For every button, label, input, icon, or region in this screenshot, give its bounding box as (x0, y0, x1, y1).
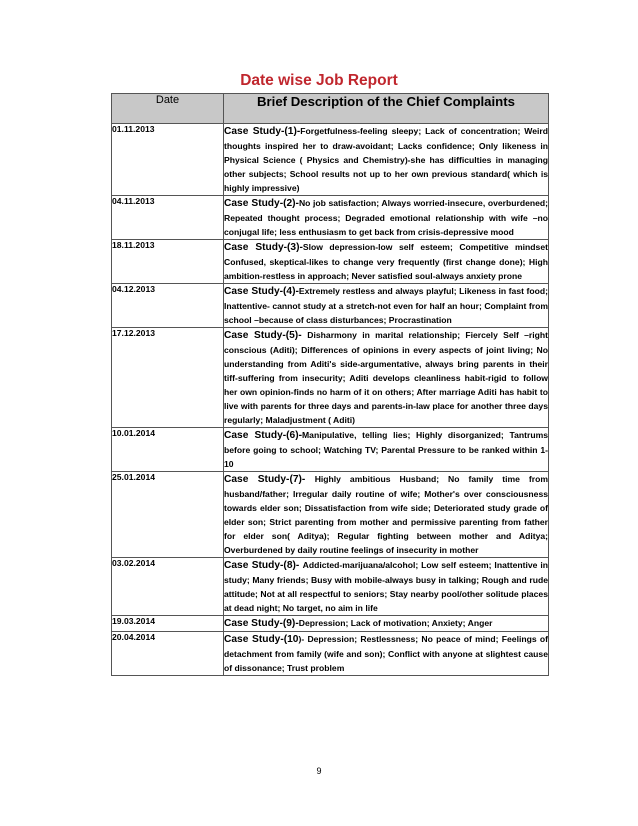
row-description (224, 632, 549, 676)
row-date: 25.01.2014 (112, 472, 224, 558)
complaint-text: Disharmony in marital relationship; Fiercely Self –right conscious (Aditi); Differences of opinions in every aspects of joint living; No understanding from Aditi's side-argumentative, always bring parents in their tiff-suffering from insecurity; Aditi develops cleanliness habit-rigid to follow her own opinion-finds no harm of it on others; After marriage Aditi has habit to live with parents for three days and parents-in-law place for another three days regularly; Maladjustment ( Aditi) (224, 330, 548, 425)
complaint-text: Highly ambitious Husband; No family time from husband/father; Irregular daily routine of wife; Mother's over consciousness towards elder son; Dissatisfaction from wife side; Deteriorated study grade of elder son; Strict parenting from mother and permissive parenting from father for elder son( Aditya); Regular fighting between mother and Aditya; Overburdened by daily routine feelings of insecurity in mother (224, 474, 548, 555)
row-description (224, 196, 549, 240)
job-report-table (111, 93, 549, 676)
complaint-text: )- Depression; Restlessness; No peace of mind; Feelings of detachment from family (wife and son); Conflict with anyone at slightest cause of dissonance; Trust problem (224, 634, 548, 673)
case-study-label: Case Study-(4)- (224, 286, 299, 297)
table-row (112, 328, 549, 428)
row-date: 20.04.2014 (112, 632, 224, 676)
table-row (112, 558, 549, 616)
case-study-label: Case Study-(8)- (224, 560, 303, 571)
complaint-text: Depression; Lack of motivation; Anxiety; Anger (298, 618, 493, 628)
table-row (112, 428, 549, 472)
row-description (224, 284, 549, 328)
row-date: 04.12.2013 (112, 284, 224, 328)
case-study-label: Case Study-(7)- (224, 474, 315, 485)
row-date: 19.03.2014 (112, 616, 224, 632)
case-study-label: Case Study-(9)- (224, 618, 299, 629)
table-header-row (112, 94, 549, 124)
case-study-label: Case Study-(3)- (224, 242, 303, 253)
complaint-text: Forgetfulness-feeling sleepy; Lack of concentration; Weird thoughts inspired her to draw-avoidant; Lacks confidence; Only likeness in Physical Science ( Physics and Chemistry)-she has difficulties in managing other subjects; School results not up to her own previous standard( which is highly impressive) (224, 126, 548, 193)
row-date: 17.12.2013 (112, 328, 224, 428)
row-description (224, 124, 549, 196)
row-description (224, 558, 549, 616)
description-column-header: Brief Description of the Chief Complaints (224, 94, 549, 124)
row-description (224, 472, 549, 558)
table-row (112, 632, 549, 676)
row-date: 18.11.2013 (112, 240, 224, 284)
row-date: 03.02.2014 (112, 558, 224, 616)
row-date: 01.11.2013 (112, 124, 224, 196)
table-row (112, 196, 549, 240)
date-column-header: Date (112, 94, 224, 124)
complaint-text: Manipulative, telling lies; Highly disorganized; Tantrums before going to school; Watching TV; Parental Pressure to be ranked within 1-10 (224, 430, 548, 469)
case-study-label: Case Study-(10 (224, 634, 299, 645)
case-study-label: Case Study-(1)- (224, 126, 301, 137)
table-row (112, 616, 549, 632)
row-description (224, 428, 549, 472)
case-study-label: Case Study-(6)- (224, 430, 303, 441)
row-date: 10.01.2014 (112, 428, 224, 472)
complaint-text: Slow depression-low self esteem; Competitive mindset Confused, skeptical-likes to change very frequently (first change done); High ambition-restless in approach; Never satisfied soul-always anxiety prone (224, 242, 548, 281)
complaint-text: Addicted-marijuana/alcohol; Low self esteem; Inattentive in study; Many friends; Busy with mobile-always busy in talking; Rough and rude attitude; Not at all respectful to seniors; Stay nearby pool/other solitude places at dead night; No target, no aim in life (224, 560, 548, 613)
row-date: 04.11.2013 (112, 196, 224, 240)
table-body (112, 124, 549, 676)
page-number: 9 (316, 766, 322, 776)
complaint-text: No job satisfaction; Always worried-insecure, overburdened; Repeated thought process; Degraded emotional relationship with wife –no conjugal life; less enthusiasm to get back from crisis-depressive mood (224, 198, 548, 237)
case-study-label: Case Study-(5)- (224, 330, 308, 341)
table-row (112, 472, 549, 558)
table-row (112, 284, 549, 328)
row-description (224, 616, 549, 632)
row-description (224, 328, 549, 428)
table-row (112, 124, 549, 196)
table-row (112, 240, 549, 284)
complaint-text: Extremely restless and always playful; Likeness in fast food; Inattentive- cannot study at a stretch-not even for half an hour; Complaint from school –because of class disturbances; Procrastination (224, 286, 548, 325)
case-study-label: Case Study-(2)- (224, 198, 299, 209)
page-title: Date wise Job Report (240, 72, 398, 89)
row-description (224, 240, 549, 284)
